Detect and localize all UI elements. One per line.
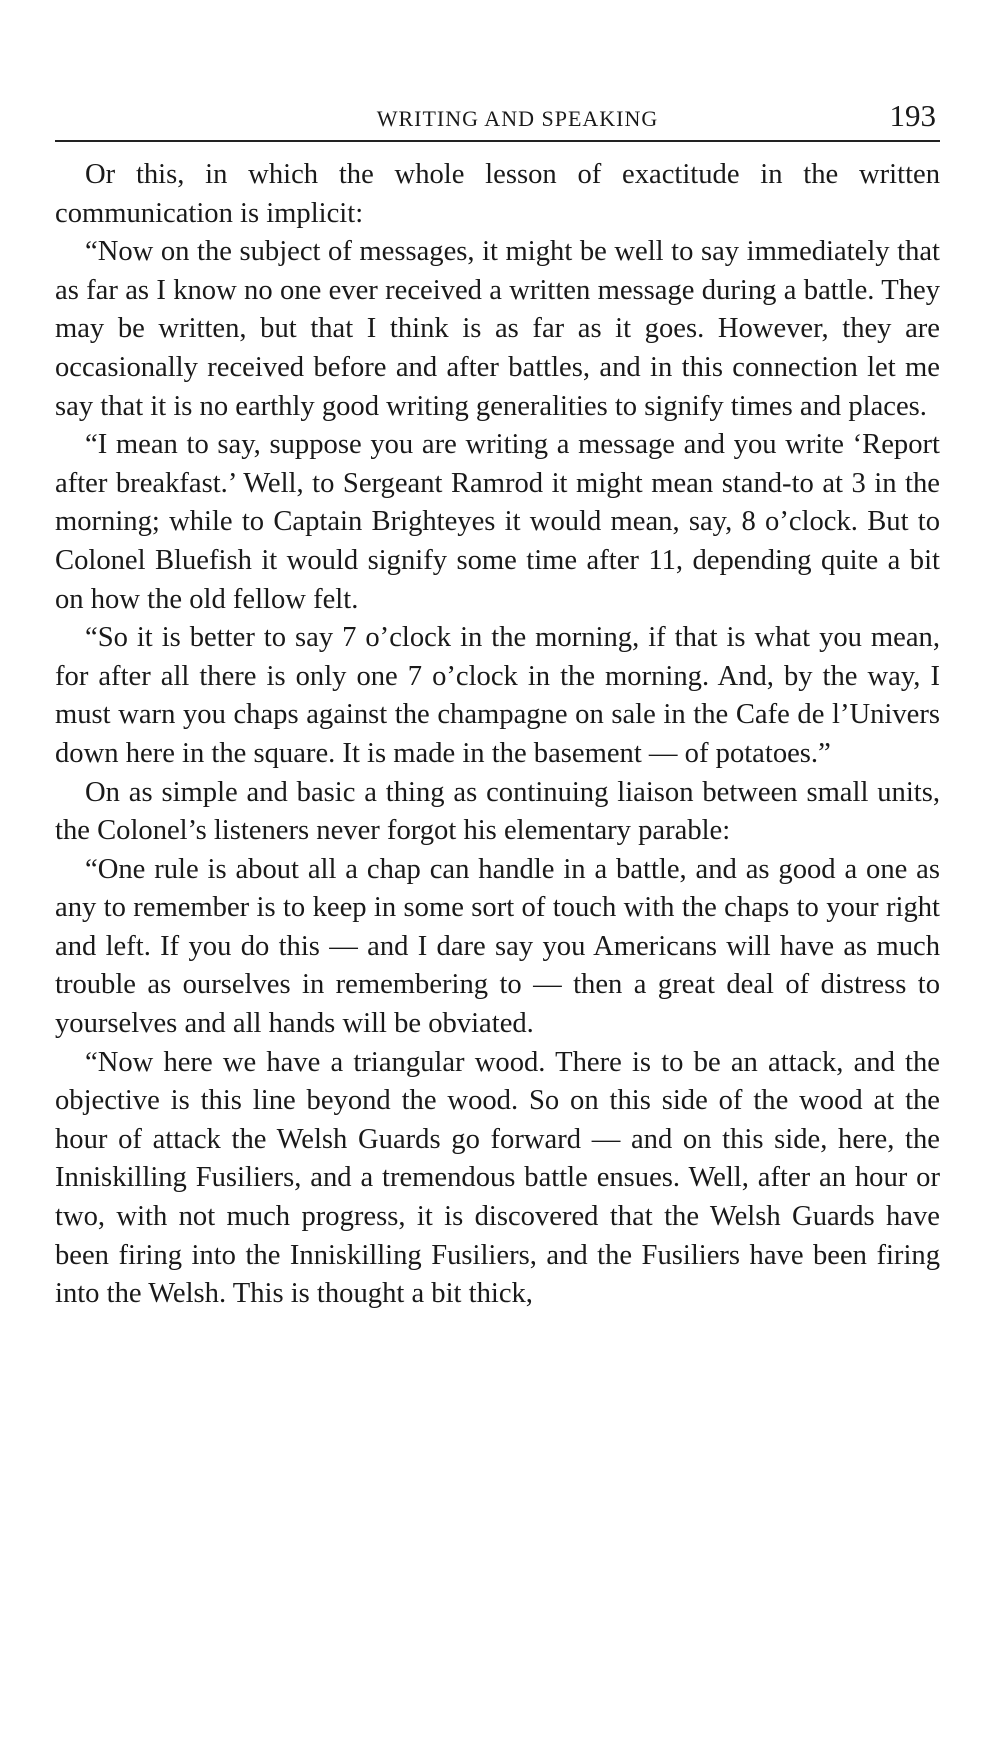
running-header xyxy=(55,92,940,142)
body-text xyxy=(55,156,940,1314)
paragraph: “Now here we have a triangular wood. There is to be an attack, and the objective is this line beyond the wood. So on this side of the wood at the hour of attack the Welsh Guards go forward — and on this side, here, the Inniskilling Fusiliers, and a tremendous battle ensues. Well, after an hour or two, with not much progress, it is discovered that the Welsh Guards have been firing into the Inniskilling Fusiliers, and the Fusiliers have been firing into the Welsh. This is thought a bit thick, xyxy=(55,1046,940,1310)
paragraph: “I mean to say, suppose you are writing a message and you write ‘Report after breakfast.’ Well, to Sergeant Ramrod it might mean stand-to at 3 in the morning; while to Captain Brighteyes it would mean, say, 8 o’clock. But to Colonel Bluefish it would signify some time after 11, depending quite a bit on how the old fellow felt. xyxy=(55,429,940,615)
paragraph: On as simple and basic a thing as continuing liaison between small units, the Colonel’s listeners never forgot his elementary parable: xyxy=(55,776,940,847)
running-title: WRITING AND SPEAKING xyxy=(376,106,659,131)
page-number: 193 xyxy=(889,98,936,133)
paragraph: “So it is better to say 7 o’clock in the morning, if that is what you mean, for after all there is only one 7 o’clock in the morning. And, by the way, I must warn you chaps against the champagne on sale in the Cafe de l’Univers down here in the square. It is made in the basement — of potatoes.” xyxy=(55,622,940,769)
paragraph: Or this, in which the whole lesson of exactitude in the written communication is implicit: xyxy=(55,159,940,229)
paragraph: “One rule is about all a chap can handle in a battle, and as good a one as any to remember is to keep in some sort of touch with the chaps to your right and left. If you do this — and I dare say you Americans will have as much trouble as ourselves in remembering to — then a great deal of distress to yourselves and all hands will be obviated. xyxy=(55,853,940,1040)
book-page xyxy=(55,92,940,1314)
paragraph: “Now on the subject of messages, it might be well to say immediately that as far as I know no one ever received a written message during a battle. They may be written, but that I think is as far as it goes. However, they are occasionally received before and after battles, and in this connection let me say that it is no earthly good writing generalities to signify times and places. xyxy=(55,236,940,422)
